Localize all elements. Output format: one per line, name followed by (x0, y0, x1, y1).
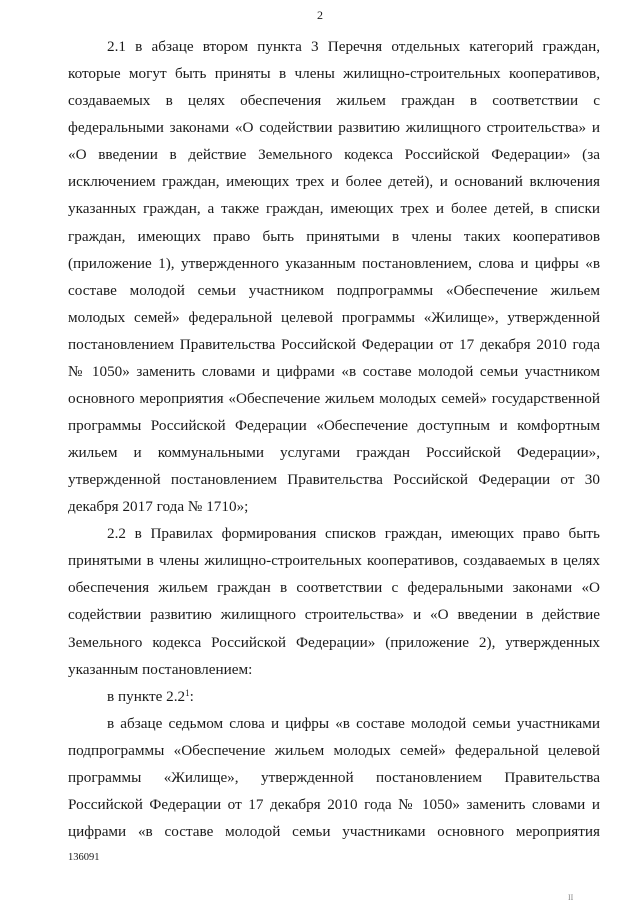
abzac-line: Российской Федерации от 17 декабря 2010 года № 1050» заменить словами и (68, 795, 600, 813)
para-2-1-line: декабря 2017 года № 1710»; (68, 498, 249, 516)
para-2-1-line: указанных граждан, а также граждан, имеющих трех и более детей, в списки (68, 200, 600, 218)
para-2-2-line: указанным постановлением: (68, 660, 253, 678)
para-2-1-line: составе молодой семьи участником подпрограммы «Обеспечение жильем (68, 281, 600, 299)
para-2-1-line: создаваемых в целях обеспечения жильем граждан в соответствии с (68, 92, 600, 110)
para-2-1-line: молодых семей» федеральной целевой программы «Жилище», утвержденной (68, 308, 600, 326)
para-2-2-line: 2.2 в Правилах формирования списков граждан, имеющих право быть (107, 525, 600, 543)
abzac-line: программы «Жилище», утвержденной постановлением Правительства (68, 768, 600, 786)
para-2-1-line: утвержденной постановлением Правительства Российской Федерации от 30 (68, 471, 600, 489)
para-2-1-line: граждан, имеющих право быть принятыми в члены таких кооперативов (68, 227, 600, 245)
para-2-1-line: программы Российской Федерации «Обеспечение доступным и комфортным (68, 417, 600, 434)
para-2-1-line: постановлением Правительства Российской Федерации от 17 декабря 2010 года (68, 335, 600, 353)
document-code: 136091 (68, 852, 100, 863)
para-2-1-line: «О введении в действие Земельного кодекса Российской Федерации» (за (68, 146, 600, 164)
para-2-1-line: федеральными законами «О содействии развитию жилищного строительства» и (68, 119, 600, 137)
point-colon: : (189, 687, 194, 705)
abzac-line: в абзаце седьмом слова и цифры «в составе молодой семьи участниками (107, 714, 600, 732)
point-superscript: 1 (185, 687, 190, 698)
point-heading (107, 687, 600, 707)
abzac-line: цифрами «в составе молодой семьи участниками основного мероприятия (68, 823, 600, 840)
point-label: в пункте 2.2 (107, 687, 186, 705)
para-2-1-line: основного мероприятия «Обеспечение жильем молодых семей» государственной (68, 389, 600, 407)
para-2-2-line: принятыми в члены жилищно-строительных кооперативов, создаваемых в целях (68, 552, 600, 570)
para-2-1-line: 2.1 в абзаце втором пункта 3 Перечня отдельных категорий граждан, (107, 38, 600, 55)
para-2-1-line: жильем и коммунальными услугами граждан Российской Федерации», (68, 444, 600, 461)
page-number: 2 (317, 8, 323, 22)
para-2-1-line: исключением граждан, имеющих трех и более детей), и оснований включения (68, 173, 600, 191)
para-2-1-line: № 1050» заменить словами и цифрами «в составе молодой семьи участником (68, 362, 600, 380)
corner-mark: II (568, 893, 574, 902)
para-2-2-line: обеспечения жильем граждан в соответствии с федеральными законами «О (68, 579, 600, 597)
para-2-2-line: содействии развитию жилищного строительства» и «О введении в действие (68, 606, 600, 624)
para-2-1-line: которые могут быть приняты в члены жилищно-строительных кооперативов, (68, 65, 600, 83)
para-2-1-line: (приложение 1), утвержденного указанным постановлением, слова и цифры «в (68, 254, 600, 272)
abzac-line: подпрограммы «Обеспечение жильем молодых семей» федеральной целевой (68, 741, 600, 759)
para-2-2-line: Земельного кодекса Российской Федерации» (приложение 2), утвержденных (68, 633, 600, 651)
